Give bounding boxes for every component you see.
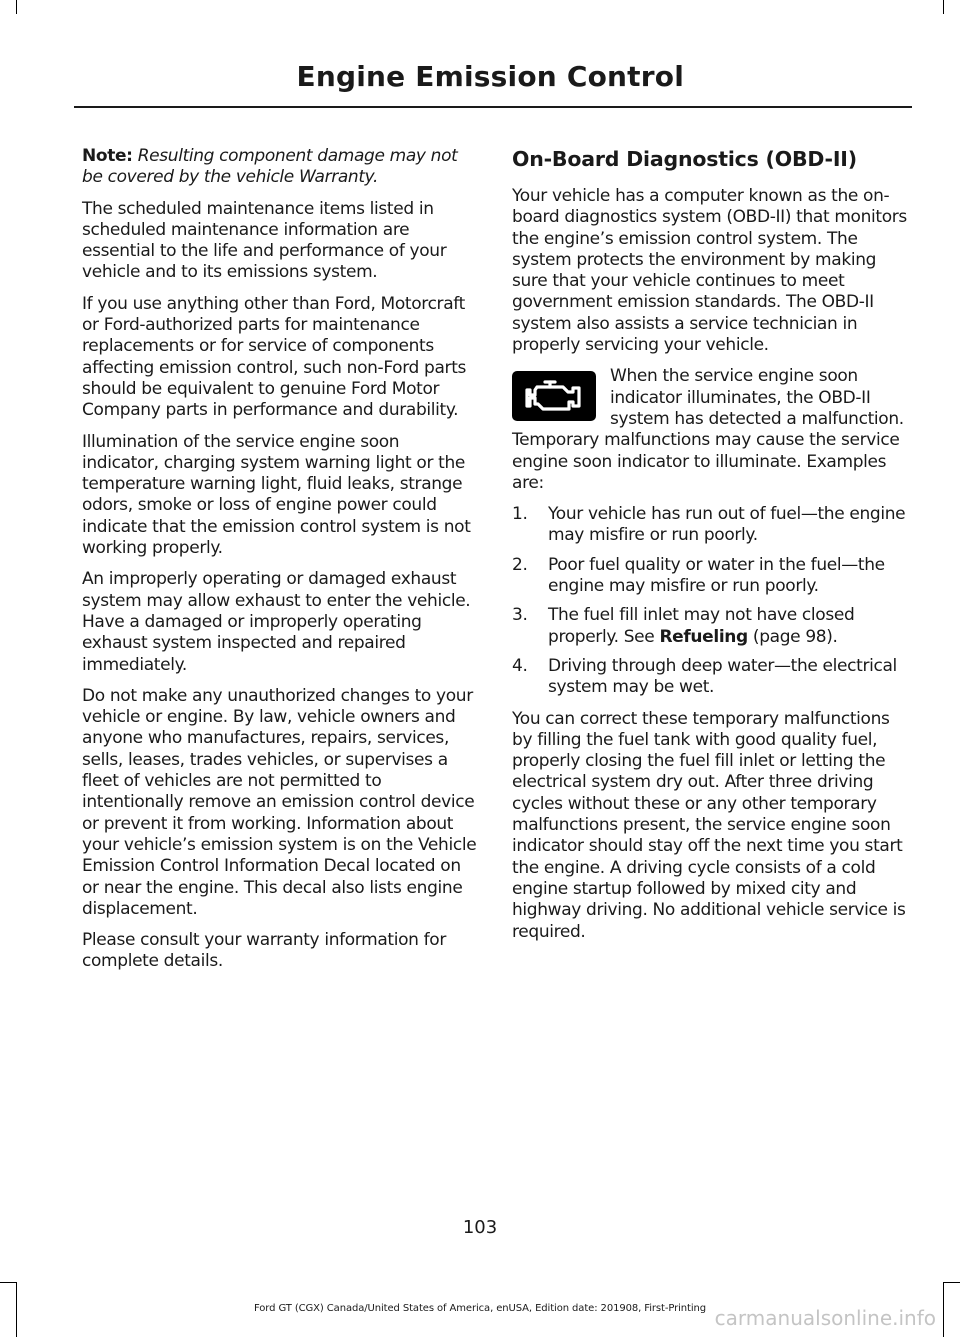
crop-mark [16,0,17,14]
list-text: (page 98). [747,626,838,647]
crop-mark [943,1324,944,1337]
list-text: The fuel fill inlet may not have closed properly. See [548,605,855,647]
obd-intro: Your vehicle has a computer known as the on-board diagnostics system (OBD-II) that monitors the engine’s emission control system. The system protects the environment by making sure that your vehicle continues to meet government emission standards. The OBD-II system also assists a service technician in properly servicing your vehicle. [512,186,907,356]
list-item [512,504,912,547]
closing-paragraph: You can correct these temporary malfunctions by filling the fuel tank with good quality fuel, properly closing the fuel fill inlet or letting the electrical system dry out. After three driving cycles without these or any other temporary malfunctions present, the service engine soon indicator should stay off the next time you start the engine. A driving cycle consists of a cold engine startup followed by mixed city and highway driving. No additional vehicle service is required. [512,708,906,942]
edition-footer: Ford GT (CGX) Canada/United States of America, enUSA, Edition date: 201908, First-Printing [253,1303,707,1314]
page-number: 103 [462,1217,498,1238]
paragraph: Illumination of the service engine soon indicator, charging system warning light or the temperature warning light, fluid leaks, strange odors, smoke or loss of engine power could indicate that the emission control system is not working properly. [82,431,471,559]
title-divider [74,106,912,108]
check-engine-icon-graphic [523,378,585,414]
indicator-paragraph: When the service engine soon indicator illuminates, the OBD-II system has detected a malfunction. Temporary malfunctions may cause the service engine soon indicator to illuminate. Examples are: [512,366,904,493]
list-number: 2. [512,554,528,575]
list-item [512,605,912,648]
left-column [82,146,480,983]
note-label: Note: [82,146,133,166]
list-item [512,555,912,598]
page-title: Engine Emission Control [296,60,684,93]
paragraph: Please consult your warranty information for complete details. [82,930,446,972]
malfunction-list [512,504,912,698]
refueling-link[interactable]: Refueling [659,626,748,647]
paragraph: An improperly operating or damaged exhaust system may allow exhaust to enter the vehicle. Have a damaged or improperly operating exhaust system inspected and repaired immediately. [82,569,471,675]
watermark: carmanualsonline.info [714,1306,936,1330]
paragraph: The scheduled maintenance items listed in scheduled maintenance information are essential to the life and performance of your vehicle and to its emissions system. [82,198,447,283]
note-text: Resulting component damage may not be covered by the vehicle Warranty. [82,146,458,188]
list-text: Poor fuel quality or water in the fuel—the engine may misfire or run poorly. [548,554,885,597]
list-number: 3. [512,605,528,626]
check-engine-icon [512,371,596,421]
warranty-note [82,146,480,189]
right-column [512,146,912,953]
list-text: Driving through deep water—the electrical system may be wet. [548,655,897,698]
section-heading: On-Board Diagnostics (OBD-II) [512,147,857,171]
list-number: 4. [512,655,528,676]
paragraph: If you use anything other than Ford, Motorcraft or Ford-authorized parts for maintenance replacements or for service of components affecting emission control, such non-Ford parts should be equivalent to genuine Ford Motor Company parts in performance and durability. [82,293,467,421]
crop-mark [16,1324,17,1337]
crop-mark [943,0,944,14]
paragraph: Do not make any unauthorized changes to your vehicle or engine. By law, vehicle owners and anyone who manufactures, repairs, services, sells, leases, trades vehicles, or supervises a fleet of vehicles are not permitted to intentionally remove an emission control device or prevent it from working. Information about your vehicle’s emission system is on the Vehicle Emission Control Information Decal located on or near the engine. This decal also lists engine displacement. [82,685,477,919]
list-text: Your vehicle has run out of fuel—the engine may misfire or run poorly. [548,504,906,546]
list-number: 1. [512,504,528,525]
list-item [512,656,912,699]
